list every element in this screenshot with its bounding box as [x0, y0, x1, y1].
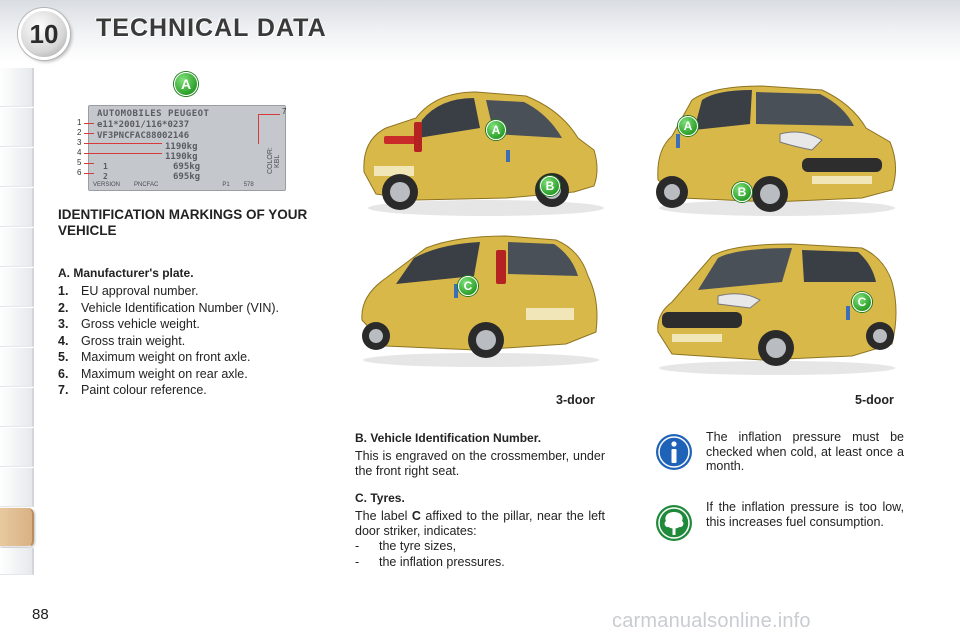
vin-text: This is engraved on the crossmember, under the front right seat. — [355, 449, 605, 478]
callout-line — [84, 123, 94, 124]
callout-line — [84, 173, 94, 174]
car-5door-front-illustration — [652, 80, 902, 220]
callout-line — [84, 163, 94, 164]
chapter-tab-active[interactable] — [0, 508, 34, 547]
list-item — [58, 284, 308, 299]
plate-line: 695kg — [173, 172, 201, 182]
item-number: 1. — [58, 284, 69, 298]
callout-number: 7 — [282, 107, 287, 116]
callout-line — [84, 143, 162, 144]
marker-c: C — [458, 276, 478, 296]
tyres-heading: C. Tyres. — [355, 491, 405, 505]
list-item — [58, 350, 308, 365]
page-title: TECHNICAL DATA — [96, 14, 327, 42]
item-text: Gross train weight. — [81, 333, 186, 348]
callout-number: 2 — [77, 128, 82, 137]
marker-a: A — [678, 116, 698, 136]
item-text: EU approval number. — [81, 284, 199, 298]
chapter-tabs — [0, 62, 34, 582]
tyres-text — [355, 509, 605, 538]
list-item — [355, 554, 505, 570]
chapter-tab[interactable] — [0, 188, 34, 227]
list-item — [58, 383, 308, 398]
plate-footer-item: 578 — [243, 182, 254, 188]
plate-footer-item: VERSION — [93, 182, 121, 188]
page-number: 88 — [32, 606, 49, 623]
list-item — [58, 367, 308, 382]
list-item — [58, 317, 308, 332]
plate-line: AUTOMOBILES PEUGEOT — [97, 109, 210, 119]
callout-number: 5 — [77, 158, 82, 167]
marker-b: B — [732, 182, 752, 202]
callout-line — [84, 133, 94, 134]
callout-number: 1 — [77, 118, 82, 127]
car-3door-side-illustration — [356, 228, 606, 368]
chapter-badge: 10 — [18, 8, 70, 60]
chapter-tab[interactable] — [0, 348, 34, 387]
caption-5door: 5-door — [855, 393, 894, 407]
tyres-text-pre: The label — [355, 509, 412, 523]
marker-a: A — [486, 120, 506, 140]
tyres-label-letter: C — [411, 509, 421, 523]
item-number: 5. — [58, 350, 69, 364]
item-text: Gross vehicle weight. — [81, 317, 200, 331]
chapter-tab[interactable] — [0, 308, 34, 347]
manufacturer-plate-illustration — [88, 105, 286, 191]
plate-line: 695kg — [173, 162, 201, 172]
plate-footer — [93, 182, 281, 188]
list-item — [355, 538, 505, 554]
note-text-inflation-check: The inflation pressure must be checked when cold, at least once a month. — [706, 430, 904, 473]
callout-line — [84, 153, 162, 154]
plate-footer-item: PNCFAC — [134, 182, 159, 188]
plate-footer-item: P1 — [222, 182, 230, 188]
plate-colour-code: COLOR: KBL — [267, 147, 281, 175]
item-text: Maximum weight on front axle. — [81, 350, 251, 364]
item-text: the inflation pressures. — [379, 555, 505, 569]
plate-line: 1190kg — [165, 142, 198, 152]
chapter-tab[interactable] — [0, 268, 34, 307]
manufacturer-plate-list — [58, 284, 308, 400]
item-text: Vehicle Identification Number (VIN). — [81, 300, 280, 315]
marker-c: C — [852, 292, 872, 312]
plate-line: e11*2001/116*0237 — [97, 120, 190, 130]
tyres-text-post: affixed to the pillar, near the left door striker, indicates: — [355, 509, 605, 538]
chapter-tab[interactable] — [0, 428, 34, 467]
watermark: carmanualsonline.info — [612, 610, 811, 632]
chapter-tab[interactable] — [0, 468, 34, 507]
list-item — [58, 334, 308, 349]
tyres-list — [355, 538, 505, 570]
chapter-tab[interactable] — [0, 548, 34, 575]
item-number: 4. — [58, 333, 69, 348]
marker-b: B — [540, 176, 560, 196]
list-dash: - — [355, 539, 360, 553]
item-text: Maximum weight on rear axle. — [81, 366, 248, 381]
caption-3door: 3-door — [556, 393, 595, 407]
note-text-fuel-consumption: If the inflation pressure is too low, this increases fuel consumption. — [706, 500, 904, 529]
item-number: 3. — [58, 317, 69, 331]
manufacturer-plate-heading: A. Manufacturer's plate. — [58, 266, 194, 280]
chapter-tab[interactable] — [0, 228, 34, 267]
plate-axle-mark: 2 — [103, 172, 108, 181]
item-number: 7. — [58, 383, 69, 397]
list-dash: - — [355, 555, 360, 569]
list-item — [58, 301, 308, 316]
callout-number: 4 — [77, 148, 82, 157]
plate-line: 1190kg — [165, 152, 198, 162]
callout-number: 6 — [77, 168, 82, 177]
callout-line — [258, 114, 259, 144]
chapter-tab[interactable] — [0, 68, 34, 107]
car-5door-side-illustration — [652, 236, 902, 376]
item-number: 2. — [58, 300, 69, 315]
identification-heading: IDENTIFICATION MARKINGS OF YOUR VEHICLE — [58, 207, 308, 238]
vin-heading: B. Vehicle Identification Number. — [355, 431, 542, 445]
car-3door-rear-illustration — [356, 80, 606, 220]
plate-axle-mark: 1 — [103, 162, 108, 171]
item-text: Paint colour reference. — [81, 383, 207, 397]
tree-icon — [655, 504, 693, 542]
marker-a: A — [174, 72, 198, 96]
chapter-tab[interactable] — [0, 388, 34, 427]
item-number: 6. — [58, 366, 69, 381]
callout-number: 3 — [77, 138, 82, 147]
info-icon — [655, 433, 693, 471]
chapter-tab[interactable] — [0, 108, 34, 147]
callout-line — [258, 114, 280, 115]
item-text: the tyre sizes, — [379, 539, 457, 553]
chapter-tab[interactable] — [0, 148, 34, 187]
plate-line: VF3PNCFAC88002146 — [97, 131, 190, 141]
